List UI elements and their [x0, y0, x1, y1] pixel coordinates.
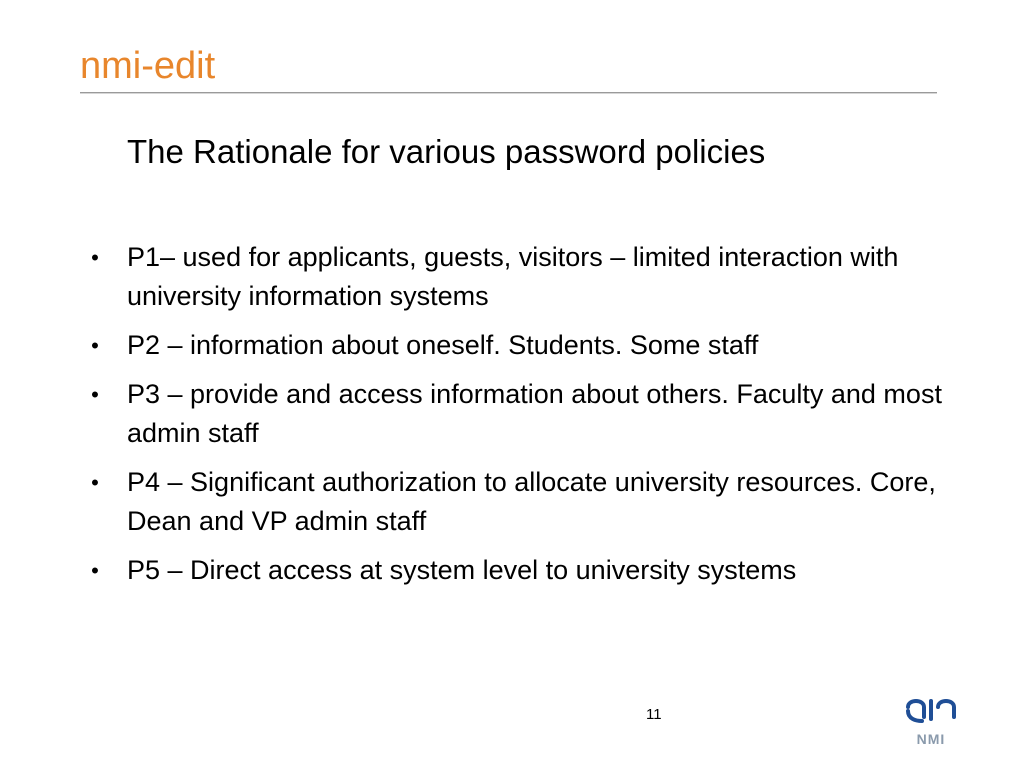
page-number: 11 — [646, 706, 662, 723]
bullet-item — [85, 375, 955, 453]
bullet-item — [85, 551, 955, 590]
slide-title: The Rationale for various password policies — [127, 133, 766, 170]
bullet-item — [85, 238, 955, 316]
logo-text: NMI — [916, 731, 946, 747]
bullet-text: P2 – information about oneself. Students. Some staff — [127, 330, 759, 360]
bullet-icon: • — [91, 558, 99, 583]
bullet-icon: • — [91, 333, 99, 358]
bullet-icon: • — [91, 382, 99, 407]
bullet-item — [85, 326, 955, 365]
bullet-text: P3 – provide and access information about others. Faculty and most admin staff — [127, 379, 942, 448]
bullet-text: P4 – Significant authorization to allocate university resources. Core, Dean and VP admin staff — [127, 467, 936, 536]
bullet-list — [85, 238, 955, 600]
bullet-icon: • — [91, 245, 99, 270]
bullet-item — [85, 463, 955, 541]
bullet-icon: • — [91, 470, 99, 495]
logo-right-arc — [938, 701, 954, 717]
logo-bottom-left — [908, 711, 922, 721]
bullet-text: P5 – Direct access at system level to university systems — [127, 555, 797, 585]
header-divider — [80, 92, 937, 94]
bullet-text: P1– used for applicants, guests, visitors – limited interaction with university information systems — [127, 242, 899, 311]
brand-title: nmi-edit — [80, 45, 216, 87]
